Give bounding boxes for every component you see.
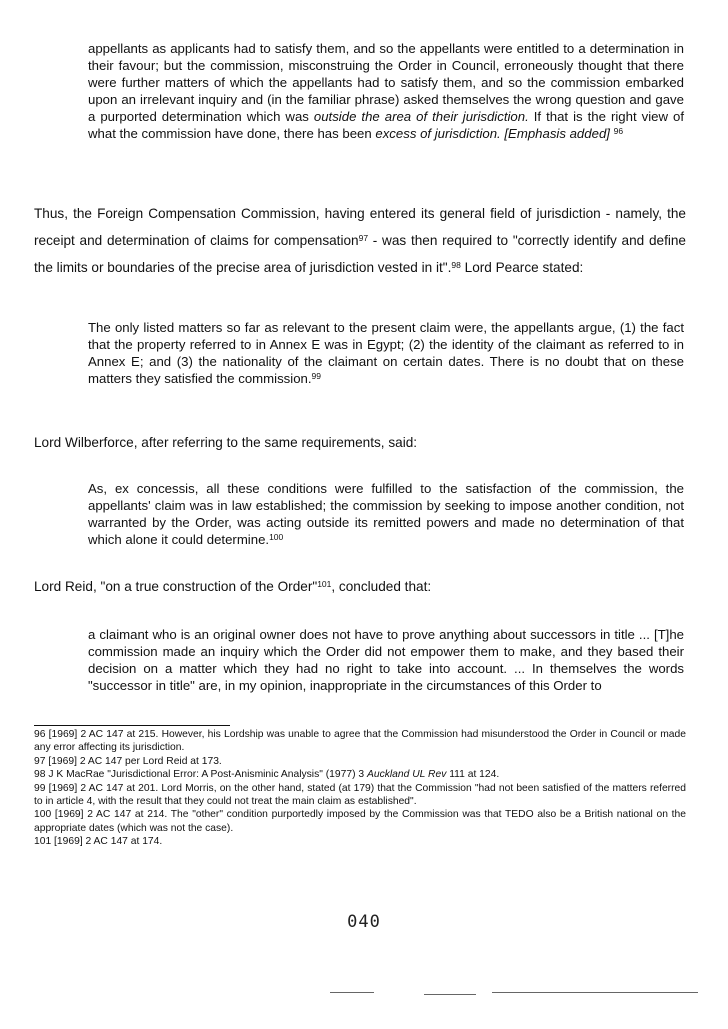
quote-1-part-1: appellants as applicants had to satisfy them, and so the appellants were entitled to a determination in their favour; but the commission, misconstruing the Order in Council, erroneously thought that there were further matters of which the appellants had to satisfy them, and so the commission embarked upon an irrelevant inquiry and (in the familiar phrase) asked themselves the wrong question and gave a purported determination which was — [88, 41, 684, 124]
block-quote-3 — [88, 480, 684, 548]
para-3-part-2: , concluded that: — [331, 579, 432, 594]
quote-3-text: As, ex concessis, all these conditions were fulfilled to the satisfaction of the commission, the appellants' claim was in law established; the commission by seeking to impose another condition, not warranted by the Order, was acting outside its remitted powers and made no determination of that which alone it could determine. — [88, 481, 684, 547]
footnote-100 — [34, 808, 686, 835]
footnote-text: [1969] 2 AC 147 at 214. The "other" condition purportedly imposed by the Commission was that TEDO also be a British national on the appropriate dates (which was not the case). — [34, 809, 686, 834]
page-number: 040 — [347, 912, 381, 932]
para-1-part-2: - was then required to "correctly identify and define the limits or boundaries of the precise area of jurisdiction vested in it". — [34, 233, 686, 275]
quote-1-emphasis-2: excess of jurisdiction. [Emphasis added] — [375, 126, 610, 141]
footnote-number: 100 — [34, 809, 52, 821]
footnote-96 — [34, 728, 686, 755]
footnote-text: J K MacRae "Jurisdictional Error: A Post-Anisminic Analysis" (1977) 3 — [45, 769, 367, 781]
footnote-text: [1969] 2 AC 147 at 215. However, his Lordship was unable to agree that the Commission had misunderstood the Order in Council or made any error affecting its jurisdiction. — [34, 729, 686, 754]
quote-4-text: a claimant who is an original owner does not have to prove anything about successors in title ... [T]he commission made an inquiry which the Order did not empower them to make, and they based their decision on a matter which they had no right to take into account. ... In themselves the words "successor in title" are, in my opinion, inappropriate in the circumstances of this Order to — [88, 627, 684, 693]
footnote-number: 97 — [34, 755, 46, 767]
footnote-text: 111 at 124. — [446, 769, 500, 781]
footnote-number: 96 — [34, 729, 46, 740]
footnote-ref-96: 96 — [613, 126, 624, 136]
footnote-number: 99 — [34, 782, 46, 794]
footnote-ref-101: 101 — [317, 579, 332, 589]
para-2-text: Lord Wilberforce, after referring to the same requirements, said: — [34, 435, 418, 450]
quote-1-emphasis-1: outside the area of their jurisdiction. — [313, 109, 529, 124]
quote-1-text — [88, 40, 684, 142]
para-3-part-1: Lord Reid, "on a true construction of the Order" — [34, 579, 318, 594]
body-paragraph-1 — [34, 200, 686, 281]
footnote-text: [1969] 2 AC 147 at 174. — [51, 836, 163, 848]
footnotes — [34, 728, 686, 849]
footnote-text: [1969] 2 AC 147 per Lord Reid at 173. — [45, 755, 222, 767]
block-quote-4 — [88, 626, 684, 694]
footnote-number: 98 — [34, 769, 46, 781]
footnote-number: 101 — [34, 836, 52, 848]
footnote-97 — [34, 755, 686, 768]
block-quote-1 — [88, 40, 684, 142]
quote-1-part-2: If that is the right view of what the commission have done, there has been — [88, 109, 684, 141]
footnote-101 — [34, 835, 686, 848]
para-1-part-1: Thus, the Foreign Compensation Commission, having entered its general field of jurisdiction - namely, the receipt and determination of claims for compensation — [34, 206, 686, 248]
footnote-98 — [34, 768, 686, 781]
footnote-ref-100: 100 — [269, 532, 284, 542]
footnote-ref-97: 97 — [358, 233, 369, 243]
block-quote-2 — [88, 319, 684, 387]
footnote-99 — [34, 782, 686, 809]
scan-artifact-line — [424, 994, 476, 995]
footnote-journal: Auckland UL Rev — [366, 769, 447, 781]
quote-2-text: The only listed matters so far as relevant to the present claim were, the appellants argue, (1) the fact that the property referred to in Annex E was in Egypt; (2) the identity of the claimant as referred to in Annex E; and (3) the nationality of the claimant on certain dates. There is no doubt that on these matters they satisfied the commission. — [88, 320, 684, 386]
footnote-text: [1969] 2 AC 147 at 201. Lord Morris, on the other hand, stated (at 179) that the Commission "had not been satisfied of the matters referred to in article 4, with the result that they could not treat the main claim as established". — [34, 782, 686, 808]
scan-artifact-line — [492, 992, 698, 993]
footnote-ref-99: 99 — [311, 371, 322, 381]
body-paragraph-2 — [34, 434, 694, 452]
footnote-separator — [34, 725, 230, 726]
scan-artifact-line — [330, 992, 374, 993]
body-paragraph-3 — [34, 578, 694, 596]
footnote-ref-98: 98 — [451, 260, 461, 270]
para-1-part-3: Lord Pearce stated: — [460, 260, 584, 275]
